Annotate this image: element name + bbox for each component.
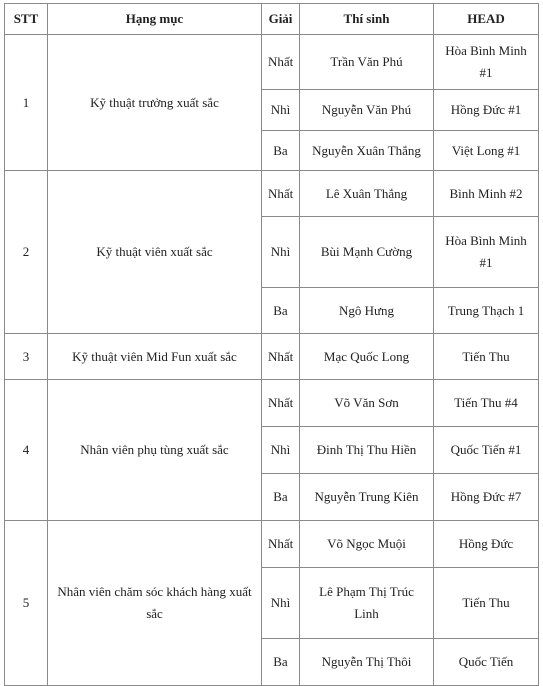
awards-table xyxy=(4,3,539,686)
head-cell: Quốc Tiến #1 xyxy=(434,427,539,474)
contestant-cell: Đinh Thị Thu Hiền xyxy=(300,427,434,474)
head-cell: Trung Thạch 1 xyxy=(434,288,539,334)
stt-cell: 3 xyxy=(5,334,48,380)
contestant-cell: Trần Văn Phú xyxy=(300,35,434,90)
table-row xyxy=(5,334,539,380)
category-cell: Nhân viên phụ tùng xuất sắc xyxy=(48,380,262,521)
category-cell: Nhân viên chăm sóc khách hàng xuất sắc xyxy=(48,521,262,686)
head-cell: Hòa Bình Minh #1 xyxy=(434,217,539,288)
head-cell: Hồng Đức #7 xyxy=(434,474,539,521)
head-cell: Hòa Bình Minh #1 xyxy=(434,35,539,90)
prize-cell: Ba xyxy=(262,131,300,171)
prize-cell: Nhất xyxy=(262,334,300,380)
prize-cell: Nhì xyxy=(262,90,300,131)
head-cell: Tiến Thu xyxy=(434,568,539,639)
header-stt: STT xyxy=(5,4,48,35)
prize-cell: Nhất xyxy=(262,171,300,217)
contestant-cell: Nguyễn Xuân Thắng xyxy=(300,131,434,171)
prize-cell: Nhì xyxy=(262,217,300,288)
head-cell: Hồng Đức #1 xyxy=(434,90,539,131)
prize-cell: Nhì xyxy=(262,427,300,474)
stt-cell: 5 xyxy=(5,521,48,686)
header-contestant: Thí sinh xyxy=(300,4,434,35)
stt-cell: 1 xyxy=(5,35,48,171)
prize-cell: Ba xyxy=(262,474,300,521)
contestant-cell: Lê Phạm Thị Trúc Linh xyxy=(300,568,434,639)
prize-cell: Nhất xyxy=(262,35,300,90)
header-category: Hạng mục xyxy=(48,4,262,35)
category-cell: Kỹ thuật viên xuất sắc xyxy=(48,171,262,334)
head-cell: Hồng Đức xyxy=(434,521,539,568)
table-row xyxy=(5,380,539,427)
header-prize: Giải xyxy=(262,4,300,35)
contestant-cell: Nguyễn Trung Kiên xyxy=(300,474,434,521)
head-cell: Tiến Thu #4 xyxy=(434,380,539,427)
contestant-cell: Ngô Hưng xyxy=(300,288,434,334)
contestant-cell: Võ Văn Sơn xyxy=(300,380,434,427)
prize-cell: Nhì xyxy=(262,568,300,639)
prize-cell: Nhất xyxy=(262,521,300,568)
category-cell: Kỹ thuật trưởng xuất sắc xyxy=(48,35,262,171)
table-row xyxy=(5,171,539,217)
head-cell: Việt Long #1 xyxy=(434,131,539,171)
contestant-cell: Võ Ngọc Muội xyxy=(300,521,434,568)
header-row xyxy=(5,4,539,35)
prize-cell: Ba xyxy=(262,639,300,686)
head-cell: Bình Minh #2 xyxy=(434,171,539,217)
contestant-cell: Bùi Mạnh Cường xyxy=(300,217,434,288)
stt-cell: 2 xyxy=(5,171,48,334)
contestant-cell: Nguyễn Thị Thôi xyxy=(300,639,434,686)
table-row xyxy=(5,521,539,568)
prize-cell: Nhất xyxy=(262,380,300,427)
contestant-cell: Mạc Quốc Long xyxy=(300,334,434,380)
contestant-cell: Nguyễn Văn Phú xyxy=(300,90,434,131)
table-row xyxy=(5,35,539,90)
header-head: HEAD xyxy=(434,4,539,35)
head-cell: Quốc Tiến xyxy=(434,639,539,686)
contestant-cell: Lê Xuân Thắng xyxy=(300,171,434,217)
head-cell: Tiến Thu xyxy=(434,334,539,380)
prize-cell: Ba xyxy=(262,288,300,334)
category-cell: Kỹ thuật viên Mid Fun xuất sắc xyxy=(48,334,262,380)
stt-cell: 4 xyxy=(5,380,48,521)
